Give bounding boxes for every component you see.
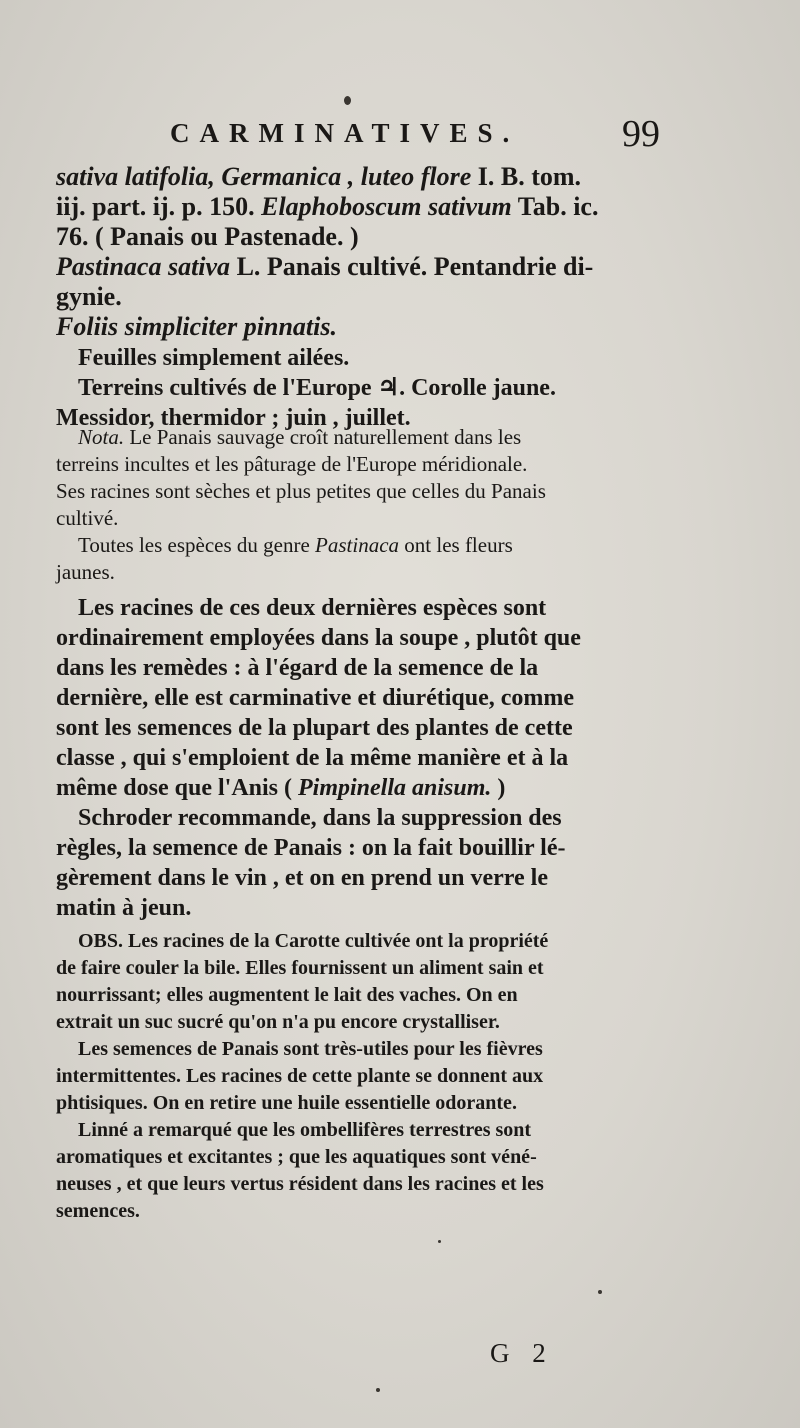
roman-text: Les racines de ces deux dernières espèces sont (78, 595, 547, 621)
roman-text: dans les remèdes : à l'égard de la semence de la (56, 655, 539, 681)
roman-text: intermittentes. Les racines de cette plante se donnent aux (56, 1065, 544, 1087)
roman-text: phtisiques. On en retire une huile essentielle odorante. (56, 1092, 517, 1114)
roman-text: jaunes. (56, 560, 115, 584)
paragraph-latin-names (56, 162, 670, 342)
roman-text: de faire couler la bile. Elles fournissent un aliment sain et (56, 957, 544, 979)
italic-text: sativa latifolia, Germanica , luteo flore (56, 162, 478, 191)
roman-text: dernière, elle est carminative et diurétique, comme (56, 685, 575, 711)
roman-text: ) (491, 775, 506, 801)
roman-text: 76. ( Panais ou Pastenade. ) (56, 222, 359, 251)
text-line (56, 623, 670, 653)
roman-text: même dose que l'Anis ( (56, 775, 298, 801)
text-line (56, 1117, 670, 1144)
text-line (56, 559, 670, 586)
text-line (56, 282, 670, 312)
italic-text: Pastinaca (315, 533, 400, 557)
text-line (56, 162, 670, 192)
text-line (56, 593, 670, 623)
ink-speck (344, 96, 351, 105)
text-line (56, 505, 670, 532)
ink-speck (376, 1388, 380, 1392)
text-line: Messidor, thermidor ; juin , juillet. (56, 405, 411, 431)
text-line (56, 982, 670, 1009)
text-line (56, 893, 670, 923)
roman-text: Le Panais sauvage croît naturellement dans les (124, 425, 522, 449)
roman-text: extrait un suc sucré qu'on n'a pu encore crystalliser. (56, 1011, 500, 1033)
text-line (56, 683, 670, 713)
page-header (170, 112, 660, 156)
italic-text: Nota. (78, 425, 125, 449)
text-line: Terreins cultivés de l'Europe ♃. Corolle jaune. (78, 375, 556, 401)
text-line (56, 863, 670, 893)
roman-text: sont les semences de la plupart des plantes de cette (56, 715, 573, 741)
roman-text: semences. (56, 1200, 140, 1222)
roman-text: cultivé. (56, 506, 119, 530)
roman-text: gèrement dans le vin , et on en prend un verre le (56, 865, 548, 891)
ink-speck (598, 1290, 602, 1294)
roman-text: ordinairement employées dans la soupe , plutôt que (56, 625, 581, 651)
text-line (56, 1171, 670, 1198)
roman-text: Schroder recommande, dans la suppression des (78, 805, 562, 831)
roman-text: règles, la semence de Panais : on la fait bouillir lé- (56, 835, 566, 861)
italic-text: Pastinaca sativa (56, 252, 231, 281)
paragraph-uses (56, 593, 670, 923)
paragraph-description (56, 343, 670, 433)
italic-text: Foliis simpliciter pinnatis. (56, 312, 337, 341)
text-line (56, 1198, 670, 1225)
roman-text: Les semences de Panais sont très-utiles pour les fièvres (78, 1038, 543, 1060)
text-line (56, 773, 670, 803)
page-number: 99 (622, 113, 660, 155)
ink-speck (438, 1240, 441, 1243)
text-line (56, 833, 670, 863)
roman-text: terreins incultes et les pâturage de l'Europe méridionale. (56, 452, 528, 476)
italic-text: Elaphoboscum sativum (261, 192, 512, 221)
roman-text: aromatiques et excitantes ; que les aquatiques sont véné- (56, 1146, 537, 1168)
roman-text: I. B. tom. (477, 162, 582, 191)
text-line (56, 424, 670, 451)
roman-text: matin à jeun. (56, 895, 192, 921)
text-line (56, 451, 670, 478)
roman-text: nourrissant; elles augmentent le lait des vaches. On en (56, 984, 518, 1006)
roman-text: Linné a remarqué que les ombellifères terrestres sont (78, 1119, 532, 1141)
text-line (56, 713, 670, 743)
roman-text: classe , qui s'emploient de la même manière et à la (56, 745, 569, 771)
roman-text: gynie. (56, 282, 122, 311)
italic-text: Pimpinella anisum. (298, 775, 492, 801)
text-line (56, 1090, 670, 1117)
running-title: CARMINATIVES. (170, 118, 520, 148)
text-line (56, 1063, 670, 1090)
text-line (56, 653, 670, 683)
text-line (56, 955, 670, 982)
text-line (56, 532, 670, 559)
text-line (56, 478, 670, 505)
roman-text: Tab. ic. (511, 192, 599, 221)
roman-text: Ses racines sont sèches et plus petites que celles du Panais (56, 479, 546, 503)
signature-mark: G 2 (490, 1338, 554, 1368)
roman-text: neuses , et que leurs vertus résident dans les racines et les (56, 1173, 544, 1195)
text-line (56, 192, 670, 222)
paragraph-obs (56, 928, 670, 1225)
text-line: Feuilles simplement ailées. (78, 345, 350, 371)
text-line (56, 803, 670, 833)
paragraph-nota (56, 424, 670, 586)
text-line (56, 252, 670, 282)
text-line (56, 1009, 670, 1036)
text-line (56, 743, 670, 773)
roman-text: OBS. Les racines de la Carotte cultivée ont la propriété (78, 930, 549, 952)
text-line (56, 1036, 670, 1063)
text-line (56, 222, 670, 252)
roman-text: ont les fleurs (399, 533, 513, 557)
roman-text: iij. part. ij. p. 150. (56, 192, 262, 221)
text-line (56, 1144, 670, 1171)
roman-text: L. Panais cultivé. Pentandrie di- (230, 252, 594, 281)
text-line (56, 312, 670, 342)
roman-text: Toutes les espèces du genre (78, 533, 316, 557)
text-line (56, 928, 670, 955)
